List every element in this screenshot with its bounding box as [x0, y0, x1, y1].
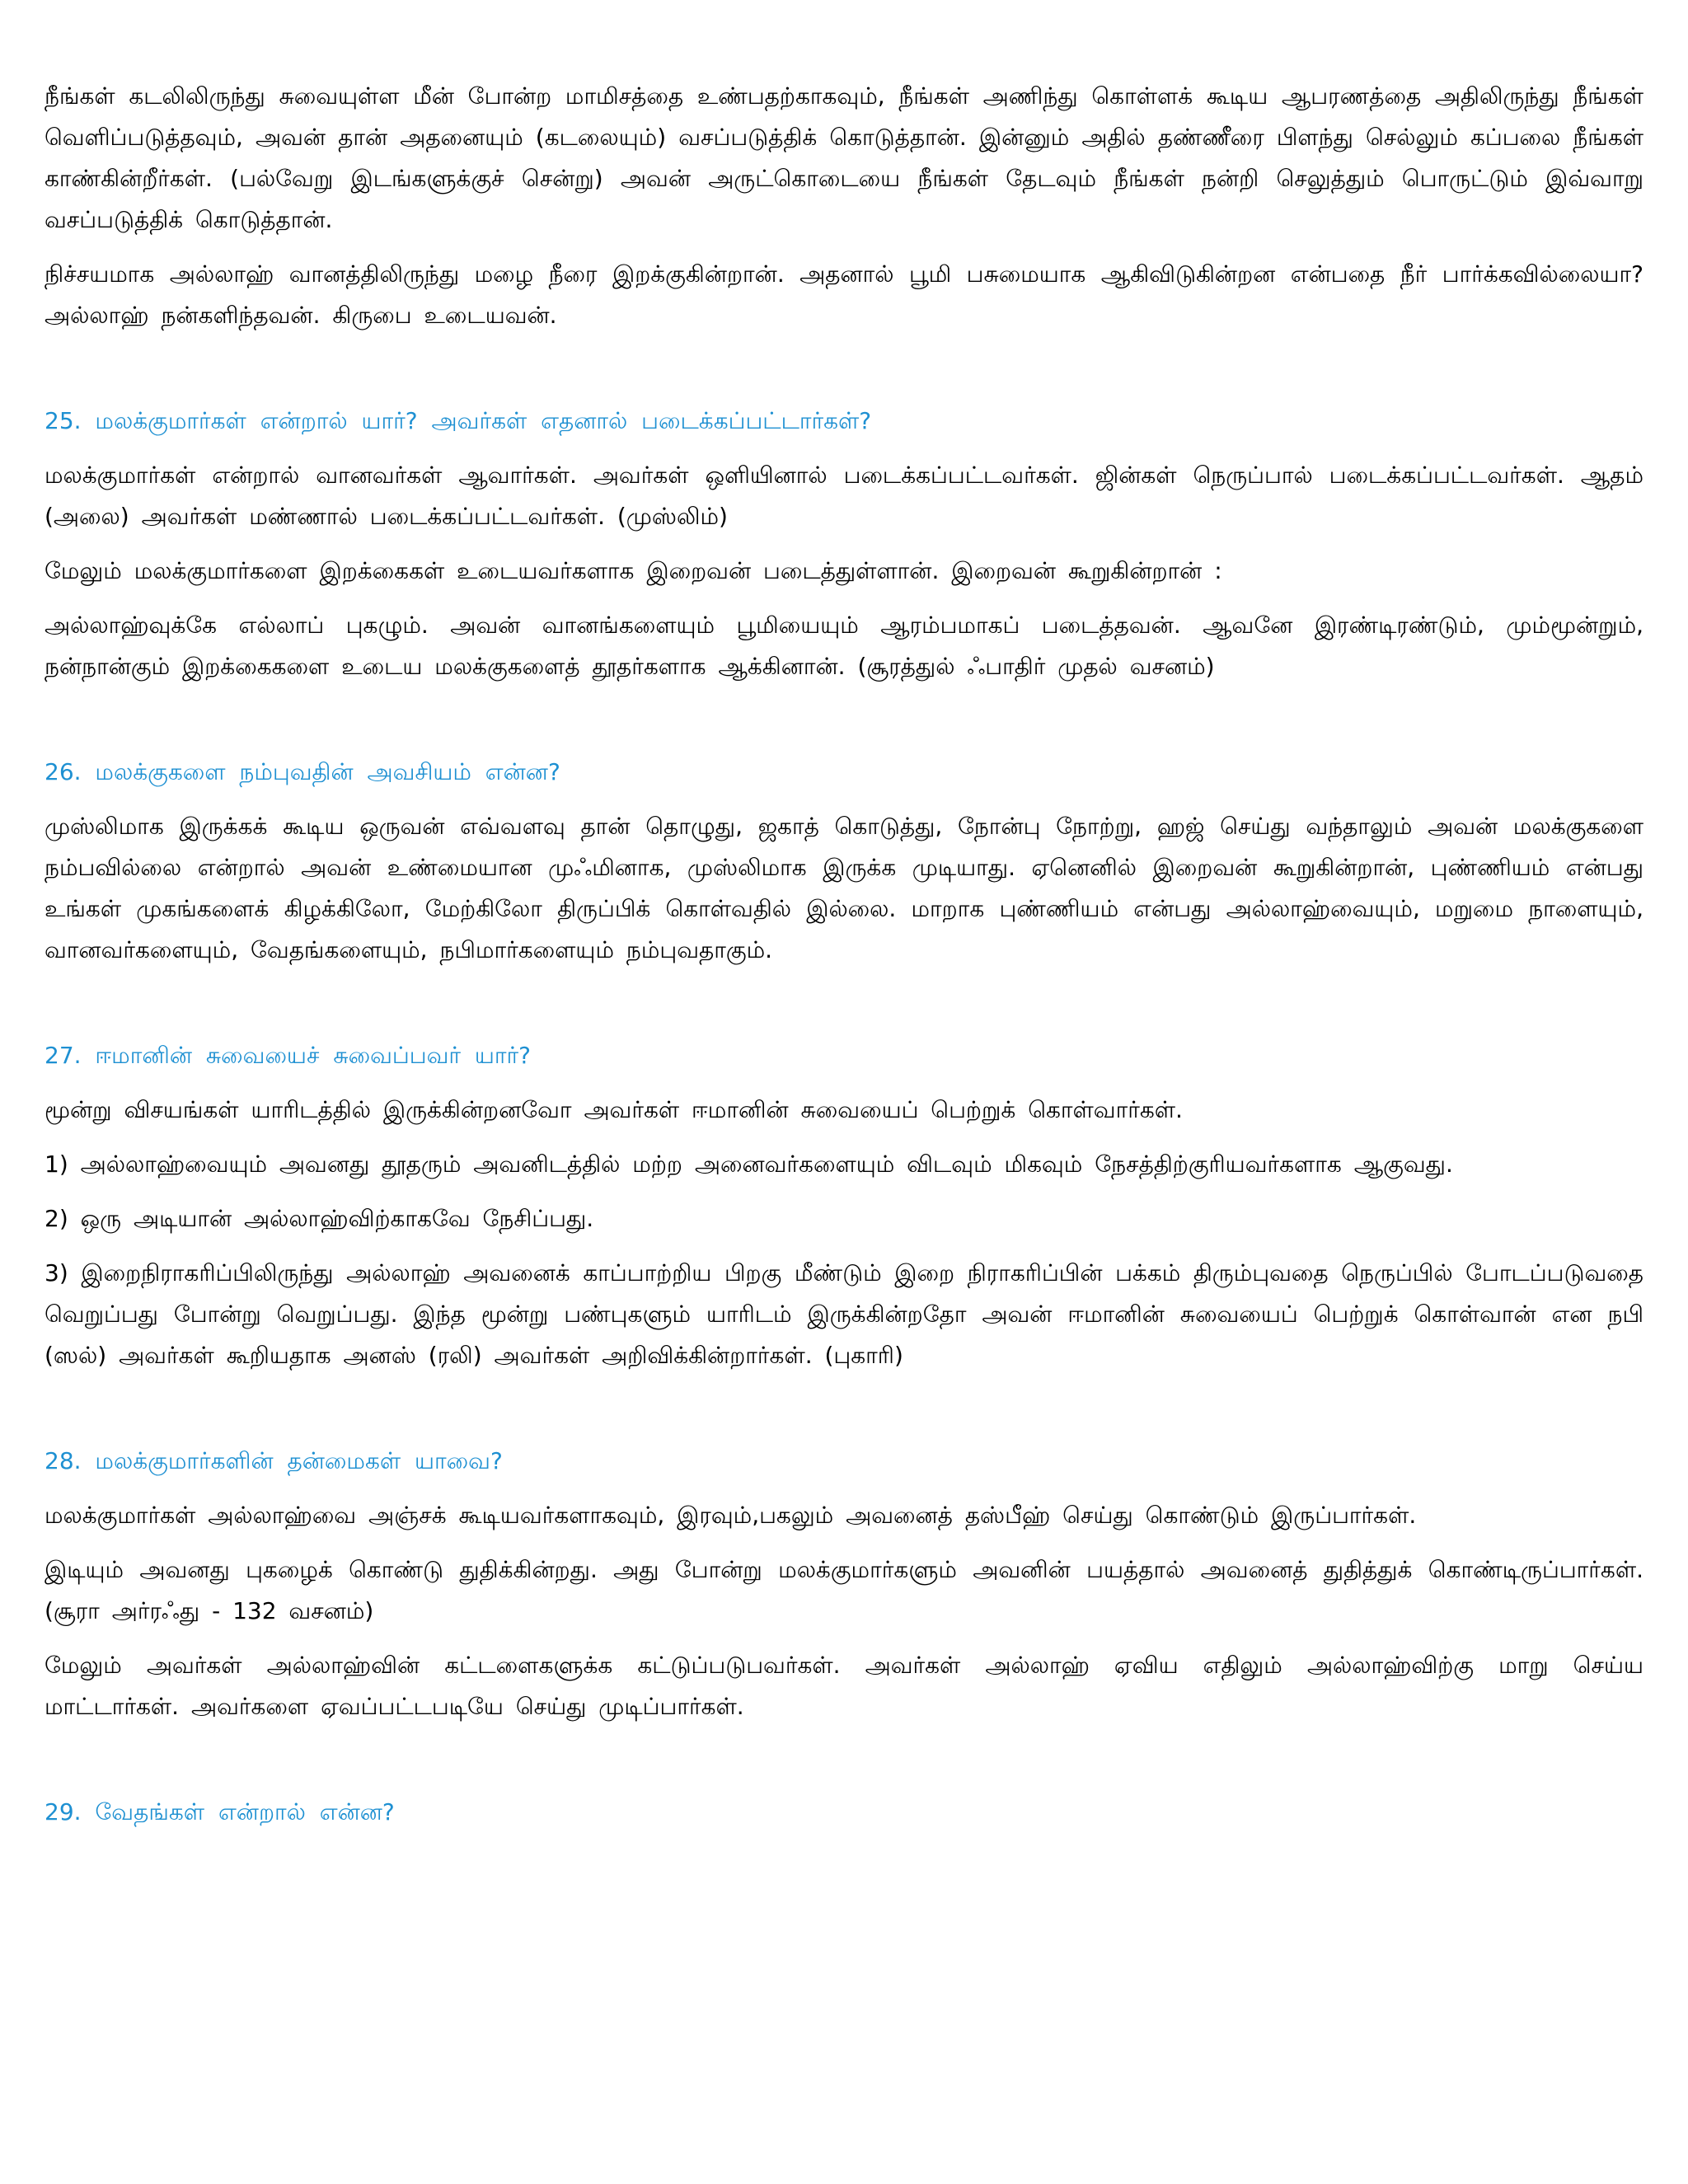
section-28-paragraph-3: மேலும் அவர்கள் அல்லாஹ்வின் கட்டளைகளுக்க கட்டுப்படுபவர்கள். அவர்கள் அல்லாஹ் ஏவிய எதிலும் அல்லாஹ்விற்கு மாறு செய்ய மாட்டார்கள். அவர்களை ஏவப்பட்டபடியே செய்து முடிப்பார்கள்.	[45, 1652, 1643, 1720]
section-27-paragraph-1: மூன்று விசயங்கள் யாரிடத்தில் இருக்கின்றனவோ அவர்கள் ஈமானின் சுவையைப் பெற்றுக் கொள்வார்கள்.	[45, 1096, 1183, 1123]
section-26-paragraph-1: முஸ்லிமாக இருக்கக் கூடிய ஒருவன் எவ்வளவு தான் தொழுது, ஜகாத் கொடுத்து, நோன்பு நோற்று, ஹஜ் செய்து வந்தாலும் அவன் மலக்குகளை நம்பவில்லை என்றால் அவன் உண்மையான முஃமினாக, முஸ்லிமாக இருக்க முடியாது. ஏனெனில் இறைவன் கூறுகின்றான், புண்ணியம் என்பது உங்கள் முகங்களைக் கிழக்கிலோ, மேற்கிலோ திருப்பிக் கொள்வதில் இல்லை. மாறாக புண்ணியம் என்பது அல்லாஹ்வையும், மறுமை நாளையும், வானவர்களையும், வேதங்களையும், நபிமார்களையும் நம்புவதாகும்.	[45, 813, 1644, 963]
section-heading-27: 27. ஈமானின் சுவையைச் சுவைப்பவர் யார்?	[45, 1042, 532, 1069]
section-28-paragraph-2: இடியும் அவனது புகழைக் கொண்டு துதிக்கின்றது. அது போன்று மலக்குமார்களும் அவனின் பயத்தால் அவனைத் துதித்துக் கொண்டிருப்பார்கள். (சூரா அர்ரஃது - 132 வசனம்)	[45, 1556, 1643, 1624]
section-25-paragraph-2: மேலும் மலக்குமார்களை இறக்கைகள் உடையவர்களாக இறைவன் படைத்துள்ளான். இறைவன் கூறுகின்றான் :	[45, 557, 1222, 584]
section-heading-29: 29. வேதங்கள் என்றால் என்ன?	[45, 1798, 395, 1825]
section-25-paragraph-1: மலக்குமார்கள் என்றால் வானவர்கள் ஆவார்கள். அவர்கள் ஒளியினால் படைக்கப்பட்டவர்கள். ஜின்கள் நெருப்பால் படைக்கப்பட்டவர்கள். ஆதம் (அலை) அவர்கள் மண்ணால் படைக்கப்பட்டவர்கள். (முஸ்லிம்)	[45, 462, 1643, 530]
section-25-paragraph-3: அல்லாஹ்வுக்கே எல்லாப் புகழும். அவன் வானங்களையும் பூமியையும் ஆரம்பமாகப் படைத்தவன். ஆவனே இரண்டிரண்டும், மும்மூன்றும், நன்நான்கும் இறக்கைகளை உடைய மலக்குகளைத் தூதர்களாக ஆக்கினான். (சூரத்துல் ஃபாதிர் முதல் வசனம்)	[45, 612, 1643, 680]
list-item-3: 3) இறைநிராகரிப்பிலிருந்து அல்லாஹ் அவனைக் காப்பாற்றிய பிறகு மீண்டும் இறை நிராகரிப்பின் பக்கம் திரும்புவதை நெருப்பில் போடப்படுவதை வெறுப்பது போன்று வெறுப்பது. இந்த மூன்று பண்புகளும் யாரிடம் இருக்கின்றதோ அவன் ஈமானின் சுவையைப் பெற்றுக் கொள்வான் என நபி (ஸல்) அவர்கள் கூறியதாக அனஸ் (ரலி) அவர்கள் அறிவிக்கின்றார்கள். (புகாரி)	[45, 1259, 1643, 1369]
section-heading-28: 28. மலக்குமார்களின் தன்மைகள் யாவை?	[45, 1447, 503, 1474]
list-item-2: 2) ஒரு அடியான் அல்லாஹ்விற்காகவே நேசிப்பது.	[45, 1205, 594, 1232]
intro-paragraph-2: நிச்சயமாக அல்லாஹ் வானத்திலிருந்து மழை நீரை இறக்குகின்றான். அதனால் பூமி பசுமையாக ஆகிவிடுகின்றன என்பதை நீர் பார்க்கவில்லையா? அல்லாஹ் நன்களிந்தவன். கிருபை உடையவன்.	[45, 260, 1643, 329]
section-heading-26: 26. மலக்குகளை நம்புவதின் அவசியம் என்ன?	[45, 758, 560, 785]
section-28-paragraph-1: மலக்குமார்கள் அல்லாஹ்வை அஞ்சக் கூடியவர்களாகவும், இரவும்,பகலும் அவனைத் தஸ்பீஹ் செய்து கொண்டும் இருப்பார்கள்.	[45, 1502, 1417, 1529]
list-item-1: 1) அல்லாஹ்வையும் அவனது தூதரும் அவனிடத்தில் மற்ற அனைவர்களையும் விடவும் மிகவும் நேசத்திற்குரியவர்களாக ஆகுவது.	[45, 1151, 1453, 1178]
section-heading-25: 25. மலக்குமார்கள் என்றால் யார்? அவர்கள் எதனால் படைக்கப்பட்டார்கள்?	[45, 407, 872, 434]
intro-paragraph-1: நீங்கள் கடலிலிருந்து சுவையுள்ள மீன் போன்ற மாமிசத்தை உண்பதற்காகவும், நீங்கள் அணிந்து கொள்ளக் கூடிய ஆபரணத்தை அதிலிருந்து நீங்கள் வெளிப்படுத்தவும், அவன் தான் அதனையும் (கடலையும்) வசப்படுத்திக் கொடுத்தான். இன்னும் அதில் தண்ணீரை பிளந்து செல்லும் கப்பலை நீங்கள் காண்கின்றீர்கள். (பல்வேறு இடங்களுக்குச் சென்று) அவன் அருட்கொடையை நீங்கள் தேடவும் நீங்கள் நன்றி செலுத்தும் பொருட்டும் இவ்வாறு வசப்படுத்திக் கொடுத்தான்.	[45, 82, 1643, 233]
